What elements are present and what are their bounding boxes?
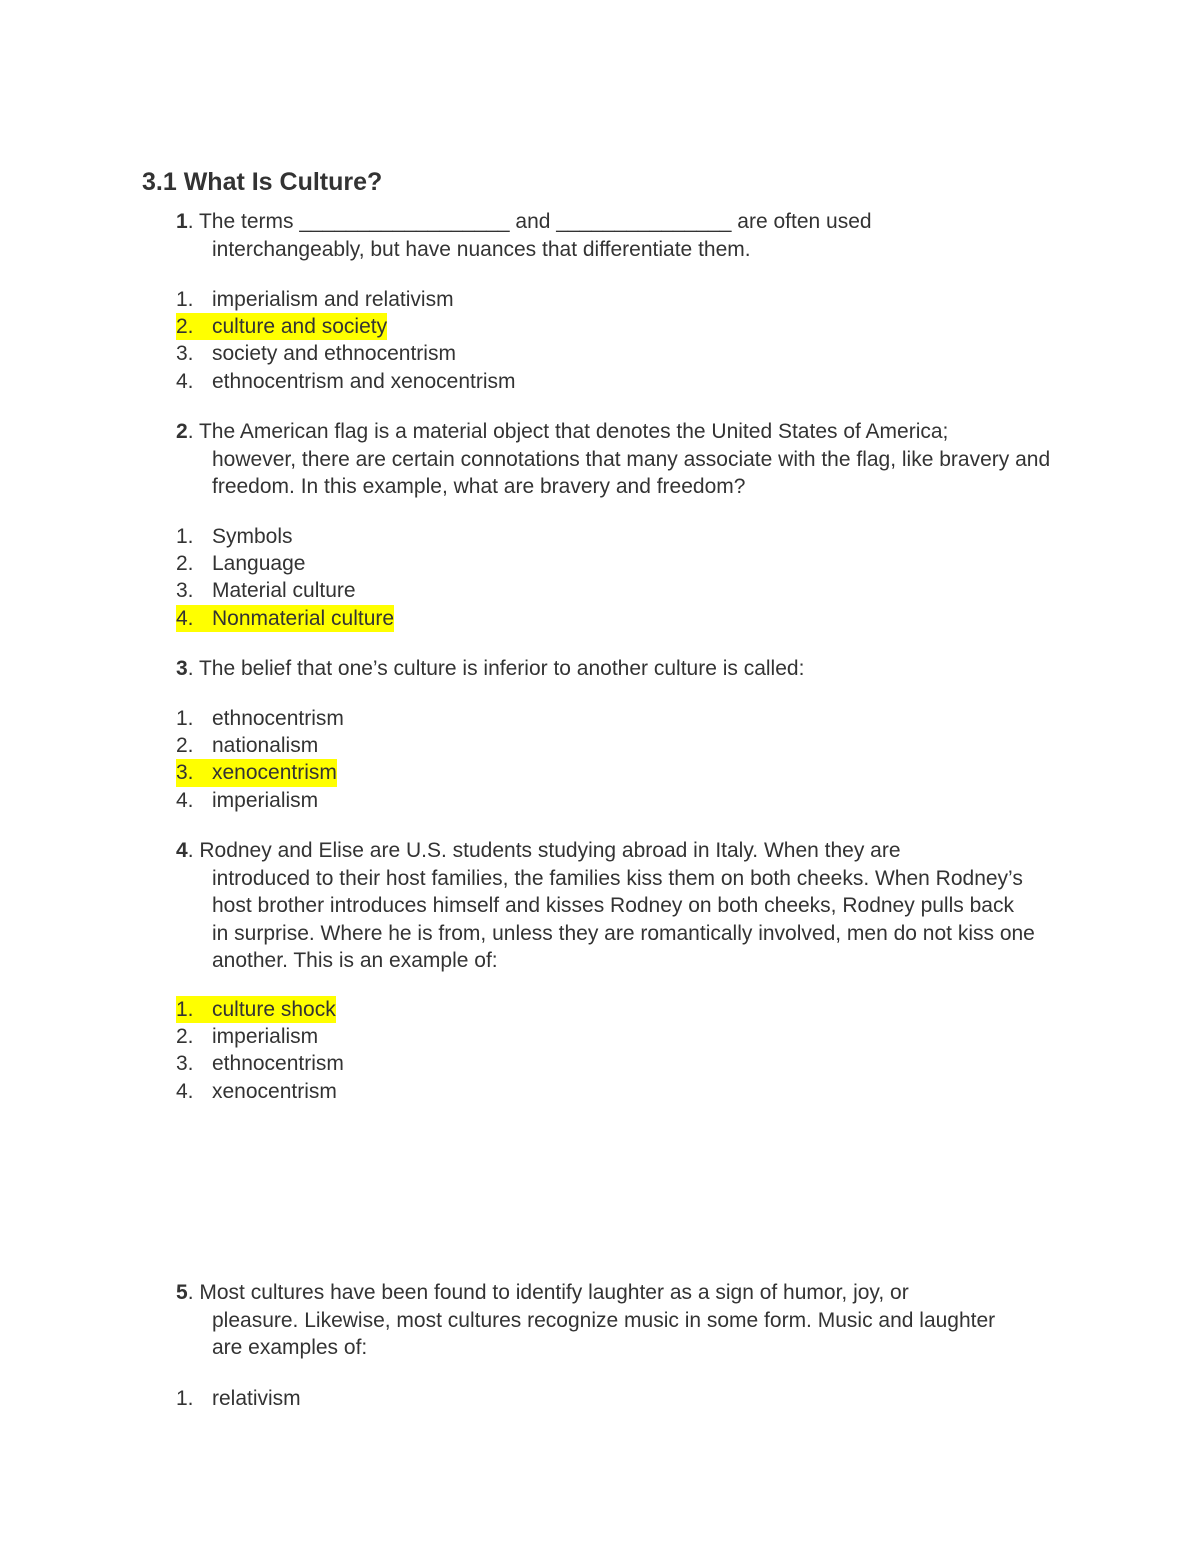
answer-option: 4. ethnocentrism and xenocentrism — [176, 369, 516, 393]
answer-option: 3. ethnocentrism — [176, 1052, 344, 1076]
answer-option: 1. imperialism and relativism — [176, 288, 454, 311]
question-text-first-line: . The terms __________________ and _______________ are often used — [187, 210, 872, 233]
question-text-rest: interchangeably, but have nuances that differentiate them. — [212, 237, 751, 261]
answer-option: 3. society and ethnocentrism — [176, 342, 456, 366]
question-text-rest: pleasure. Likewise, most cultures recognize music in some form. Music and laughter are examples of: — [212, 1308, 996, 1359]
answer-option-highlighted: 4. Nonmaterial culture — [176, 605, 394, 632]
section-title: 3.1 What Is Culture? — [142, 168, 383, 196]
answer-option-highlighted: 3. xenocentrism — [176, 759, 344, 786]
answer-options-4 — [176, 996, 344, 1105]
question-text-rest: however, there are certain connotations that many associate with the flag, like bravery and freedom. In this example, what are bravery and freedom? — [212, 447, 1051, 498]
answer-option: 3. Material culture — [176, 579, 356, 603]
answer-option: 2. imperialism — [176, 1025, 319, 1049]
question-text-rest: introduced to their host families, the families kiss them on both cheeks. When Rodney’s host brother introduces himself and kisses Rodney on both cheeks, Rodney pulls back in surprise. Where he is from, unless they are romantically involved, men do not kiss one another. This is an example of: — [212, 866, 1035, 972]
answer-option: 1. relativism — [176, 1387, 301, 1410]
question-1 — [176, 208, 1036, 263]
answer-option: 2. nationalism — [176, 734, 319, 758]
question-2: 2. The American flag is a material object that denotes the United States of America; however, there are certain connotations that many associate with the flag, like bravery and freedom. In this example, what are bravery and freedom? — [176, 418, 1056, 501]
answer-option-highlighted: 1. culture shock — [176, 996, 344, 1023]
answer-option: 2. Language — [176, 552, 306, 576]
question-number: 1 — [176, 210, 188, 233]
question-3: 3. The belief that one’s culture is inferior to another culture is called: — [176, 657, 805, 680]
answer-option-highlighted: 2. culture and society — [176, 313, 516, 340]
answer-options-2 — [176, 523, 394, 632]
question-5: 5. Most cultures have been found to identify laughter as a sign of humor, joy, or pleasure. Likewise, most cultures recognize music in some form. Music and laughter are examples of: — [176, 1279, 1016, 1362]
answer-option: 1. Symbols — [176, 525, 293, 548]
answer-option: 1. ethnocentrism — [176, 707, 344, 730]
answer-options-5 — [176, 1385, 301, 1412]
answer-options-3 — [176, 705, 344, 814]
answer-option: 4. xenocentrism — [176, 1079, 337, 1103]
question-4: 4. Rodney and Elise are U.S. students studying abroad in Italy. When they are introduced to their host families, the families kiss them on both cheeks. When Rodney’s host brother introduces himself and kisses Rodney on both cheeks, Rodney pulls back in surprise. Where he is from, unless they are romantically involved, men do not kiss one another. This is an example of: — [176, 837, 1036, 975]
answer-options-1 — [176, 286, 516, 395]
answer-option: 4. imperialism — [176, 788, 319, 812]
